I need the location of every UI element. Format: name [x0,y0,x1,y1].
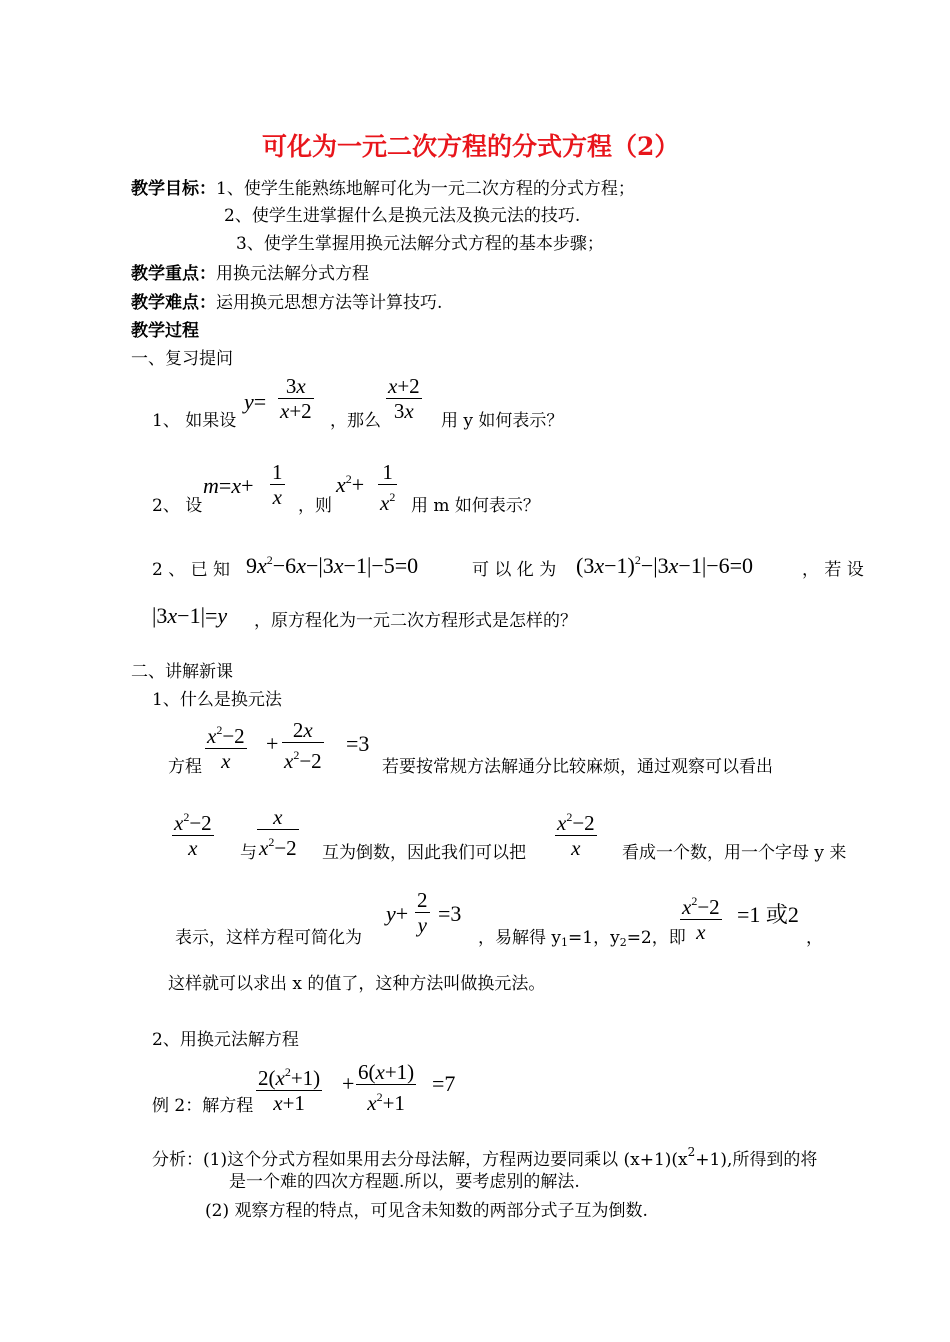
q3-suffix: ， 若 设 [802,560,864,580]
with-text: 与 [240,843,257,863]
key-point-text: 用换元法解分式方程 [216,264,369,284]
q2-suffix: 用 m 如何表示？ [411,496,540,516]
method-text-4: 表示，这样方程可简化为 [175,928,362,948]
q3-equation-1: $9x^2-6x-|3x-1|-5=0$ [246,553,419,578]
review-heading: 一、复习提问 [131,349,233,369]
q2-prefix: 2、 设 [152,496,203,516]
analysis-line-2: 是一个难的四次方程题.所以，要考虑别的解法. [229,1172,580,1192]
q2-mid: ，则 [298,496,332,516]
subsection-2: 2、用换元法解方程 [152,1030,299,1050]
method-text-1: 若要按常规方法解通分比较麻烦，通过观察可以看出 [382,757,773,777]
subsection-1: 1、什么是换元法 [152,690,282,710]
q1-fraction-1: 3x x+2 [280,374,312,423]
goal-item-1: 1、使学生能熟练地解可化为一元二次方程的分式方程； [216,179,635,199]
q1-mid: ，那么 [330,411,381,431]
q1-y-equals: y= [244,389,267,414]
goals-label: 教学目标： [131,179,216,199]
example-equals-7: =7 [432,1071,456,1096]
q2-m-equation: m=x+ [203,473,254,498]
q2-fraction-1: 1 x [272,460,283,509]
key-point-row [131,266,369,283]
analysis-line-3: (2) 观察方程的特点，可见含未知数的两部分式子互为倒数. [205,1201,648,1221]
example-label: 例 2：解方程 [152,1096,254,1116]
equation-label: 方程 [168,757,202,777]
q3-prefix: 2 、 已 知 [152,560,231,580]
q3-equation-2: $(3x-1)^2-|3x-1|-6=0$ [576,553,754,578]
expr-fraction-b: x $x^2-2$ [259,805,297,860]
expr-fraction-a: $x^2-2$ x [174,810,212,860]
q3-line-2: ，原方程化为一元二次方程形式是怎样的？ [254,611,577,631]
eq-fraction-2: 2x $x^2-2$ [284,718,322,773]
example-plus: + [342,1071,355,1096]
q2-x2-plus: $x^2+$ [336,472,365,497]
q2-fraction-2: 1 $x^2$ [380,460,396,515]
key-point-label: 教学重点： [131,264,216,284]
q1-prefix: 1、 如果设 [152,411,237,431]
goal-item-2: 2、使学生进掌握什么是换元法及换元法的技巧. [224,206,581,226]
q1-suffix: 用 y 如何表示？ [441,411,564,431]
process-label: 教学过程 [131,321,199,341]
difficulty-text: 运用换元思想方法等计算技巧. [216,293,443,313]
eq-plus: + [266,731,279,756]
result-comma: ， [806,928,823,948]
expr-fraction-c: $x^2-2$ x [557,810,595,860]
solution-text: ，易解得 $y_1=1$，$y_2=2$，即 [478,928,686,949]
difficulty-row [131,295,442,312]
example-fraction-1: $2(x^2+1)$ x+1 [258,1065,321,1115]
eq-equals-3: =3 [346,731,370,756]
analysis-line-1: 分析：(1)这个分式方程如果用去分母法解，方程两边要同乘以 $(x+1)(x^2+1)$,所得到的将 [152,1145,818,1170]
eq-fraction-1: $x^2-2$ x [207,723,245,773]
page-title: 可化为一元二次方程的分式方程（2） [262,132,680,161]
simplified-equals-3: =3 [438,901,462,926]
difficulty-label: 教学难点： [131,293,216,313]
method-text-2: 互为倒数，因此我们可以把 [322,843,526,863]
q3-mid: 可 以 化 为 [472,560,557,580]
result-fraction: $x^2-2$ x [682,894,720,944]
result-or: =1 或2 [737,902,799,927]
conclusion: 这样就可以求出 x 的值了，这种方法叫做换元法。 [168,974,546,994]
simplified-y-plus: y+ [386,901,409,926]
example-fraction-2: 6(x+1) $x^2+1$ [358,1060,415,1115]
method-text-3: 看成一个数，用一个字母 y 来 [622,843,847,863]
goal-item-3: 3、使学生掌握用换元法解分式方程的基本步骤； [236,234,604,254]
q1-fraction-2: x+2 3x [388,374,420,423]
new-lesson-heading: 二、讲解新课 [131,662,233,682]
q3-substitution: |3x−1|=y [152,603,228,628]
goals-row-1 [131,181,635,198]
simplified-fraction: 2 y [417,888,428,937]
